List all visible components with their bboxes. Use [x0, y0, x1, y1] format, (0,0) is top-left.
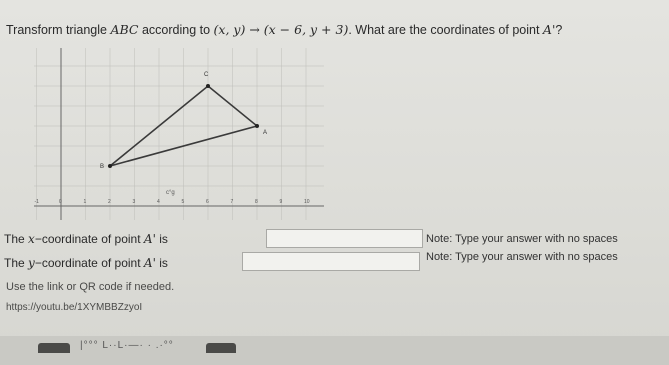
x-row-mid: −coordinate of point: [34, 232, 141, 246]
vertex-point-b: [108, 164, 112, 168]
x-tick-label: 8: [255, 199, 258, 205]
x-tick-label: -1: [34, 199, 39, 205]
x-row-var: x: [28, 232, 35, 246]
vertex-point-c: [206, 84, 210, 88]
x-tick-label: 0: [59, 199, 62, 205]
toolbar-glyphs: |°°° L··L·—· · .·°°: [80, 340, 174, 351]
question-text: [6, 22, 562, 37]
graph-canvas: [28, 44, 328, 224]
question-post: . What are the coordinates of point: [348, 23, 540, 37]
x-coordinate-row: [4, 232, 168, 246]
x-tick-label: 9: [279, 199, 283, 205]
x-tick-label: 4: [157, 199, 160, 205]
inner-label: c°g: [166, 190, 175, 196]
y-row-pre: The: [4, 256, 25, 270]
y-row-post: is: [159, 256, 168, 270]
toolbar-right-button[interactable]: [206, 343, 236, 353]
x-coordinate-input[interactable]: [266, 229, 423, 248]
x-tick-label: 7: [230, 199, 234, 205]
y-coordinate-input[interactable]: [242, 252, 420, 271]
x-tick-label: 5: [181, 199, 185, 205]
y-row-mid: −coordinate of point: [34, 256, 141, 270]
x-row-note: Note: Type your answer with no spaces: [426, 233, 618, 245]
x-row-post: is: [159, 232, 168, 246]
x-tick-label: 10: [304, 199, 310, 205]
triangle-name: ABC: [110, 22, 139, 37]
x-tick-label: 6: [206, 199, 209, 205]
bottom-toolbar: [0, 336, 669, 365]
x-row-point: A': [143, 232, 156, 246]
transformation-rule: (x, y) → (x − 6, y + 3): [213, 22, 349, 37]
x-tick-label: 2: [108, 199, 111, 205]
help-hint: Use the link or QR code if needed.: [6, 281, 175, 293]
vertex-label-a: A: [263, 130, 268, 136]
x-tick-label: 3: [132, 199, 136, 205]
question-pre: Transform triangle: [6, 23, 107, 37]
x-tick-label: 1: [83, 199, 87, 205]
y-row-note: Note: Type your answer with no spaces: [426, 251, 618, 263]
question-mid: according to: [141, 23, 211, 37]
y-coordinate-row: [4, 256, 168, 270]
y-row-var: y: [28, 256, 35, 270]
toolbar-left-button[interactable]: [38, 343, 70, 353]
coordinate-graph: [28, 44, 328, 224]
vertex-label-b: B: [100, 164, 105, 170]
vertex-point-a: [255, 124, 259, 128]
x-row-pre: The: [4, 232, 25, 246]
question-end: ?: [555, 23, 563, 37]
y-row-point: A': [143, 256, 156, 270]
vertex-label-c: C: [204, 72, 209, 78]
target-point: A': [542, 22, 556, 37]
video-link[interactable]: https://youtu.be/1XYMBBZzyoI: [6, 302, 143, 313]
